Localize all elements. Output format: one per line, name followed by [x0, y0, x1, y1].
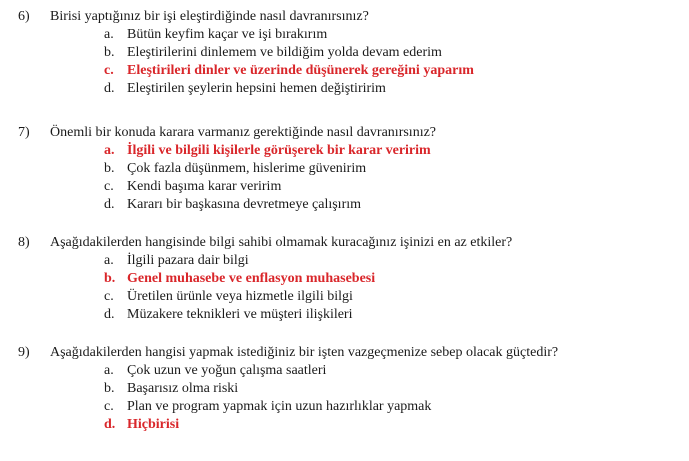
question-number: 9) [18, 345, 30, 360]
option-b [18, 44, 683, 62]
question-6 [18, 7, 683, 98]
answer-options [18, 142, 683, 214]
option-letter: c. [104, 399, 114, 414]
option-letter: a. [104, 143, 115, 158]
option-letter: c. [104, 289, 114, 304]
option-text: Plan ve program yapmak için uzun hazırlıklar yapmak [127, 399, 432, 414]
question-text: Önemli bir konuda karara varmanız gerektiğinde nasıl davranırsınız? [50, 125, 437, 140]
option-letter: b. [104, 45, 115, 60]
option-c [18, 288, 683, 306]
option-c [18, 178, 683, 196]
option-letter: b. [104, 271, 116, 286]
question-header [18, 233, 683, 252]
question-header [18, 123, 683, 142]
option-b-correct [18, 270, 683, 288]
option-letter: a. [104, 363, 114, 378]
option-d [18, 80, 683, 98]
option-text: Eleştirilerini dinlemem ve bildiğim yolda devam ederim [127, 45, 442, 60]
option-text: İlgili ve bilgili kişilerle görüşerek bir karar veririm [127, 143, 431, 158]
option-text: Başarısız olma riski [127, 381, 239, 396]
option-letter: d. [104, 307, 115, 322]
answer-options [18, 252, 683, 324]
option-text: Eleştirileri dinler ve üzerinde düşünerek gereğini yaparım [127, 63, 474, 78]
question-text: Aşağıdakilerden hangisinde bilgi sahibi olmamak kuracağınız işinizi en az etkiler? [50, 235, 513, 250]
option-letter: d. [104, 81, 115, 96]
option-letter: a. [104, 27, 114, 42]
option-a [18, 362, 683, 380]
question-header [18, 7, 683, 26]
answer-options [18, 362, 683, 434]
option-b [18, 380, 683, 398]
question-text: Birisi yaptığınız bir işi eleştirdiğinde nasıl davranırsınız? [50, 9, 369, 24]
option-d [18, 196, 683, 214]
option-a-correct [18, 142, 683, 160]
question-header [18, 343, 683, 362]
option-text: Kendi başıma karar veririm [127, 179, 282, 194]
option-a [18, 26, 683, 44]
question-7 [18, 123, 683, 214]
option-text: Üretilen ürünle veya hizmetle ilgili bilgi [127, 289, 353, 304]
option-letter: d. [104, 417, 116, 432]
option-d [18, 306, 683, 324]
option-c-correct [18, 62, 683, 80]
option-letter: b. [104, 161, 115, 176]
option-letter: c. [104, 179, 114, 194]
answer-options [18, 26, 683, 98]
option-text: İlgili pazara dair bilgi [127, 253, 249, 268]
option-letter: d. [104, 197, 115, 212]
option-text: Hiçbirisi [127, 417, 180, 432]
option-a [18, 252, 683, 270]
option-text: Çok fazla düşünmem, hislerime güvenirim [127, 161, 367, 176]
question-8 [18, 233, 683, 324]
option-text: Genel muhasebe ve enflasyon muhasebesi [127, 271, 376, 286]
option-text: Müzakere teknikleri ve müşteri ilişkileri [127, 307, 353, 322]
option-d-correct [18, 416, 683, 434]
question-9 [18, 343, 683, 434]
option-text: Kararı bir başkasına devretmeye çalışırım [127, 197, 362, 212]
option-letter: b. [104, 381, 115, 396]
question-text: Aşağıdakilerden hangisi yapmak istediğiniz bir işten vazgeçmenize sebep olacak güçtedir? [50, 345, 559, 360]
question-number: 7) [18, 125, 30, 140]
option-letter: a. [104, 253, 114, 268]
option-text: Çok uzun ve yoğun çalışma saatleri [127, 363, 327, 378]
option-c [18, 398, 683, 416]
option-text: Eleştirilen şeylerin hepsini hemen değiştiririm [127, 81, 386, 96]
option-b [18, 160, 683, 178]
option-letter: c. [104, 63, 114, 78]
question-number: 8) [18, 235, 30, 250]
option-text: Bütün keyfim kaçar ve işi bırakırım [127, 27, 328, 42]
question-number: 6) [18, 9, 30, 24]
